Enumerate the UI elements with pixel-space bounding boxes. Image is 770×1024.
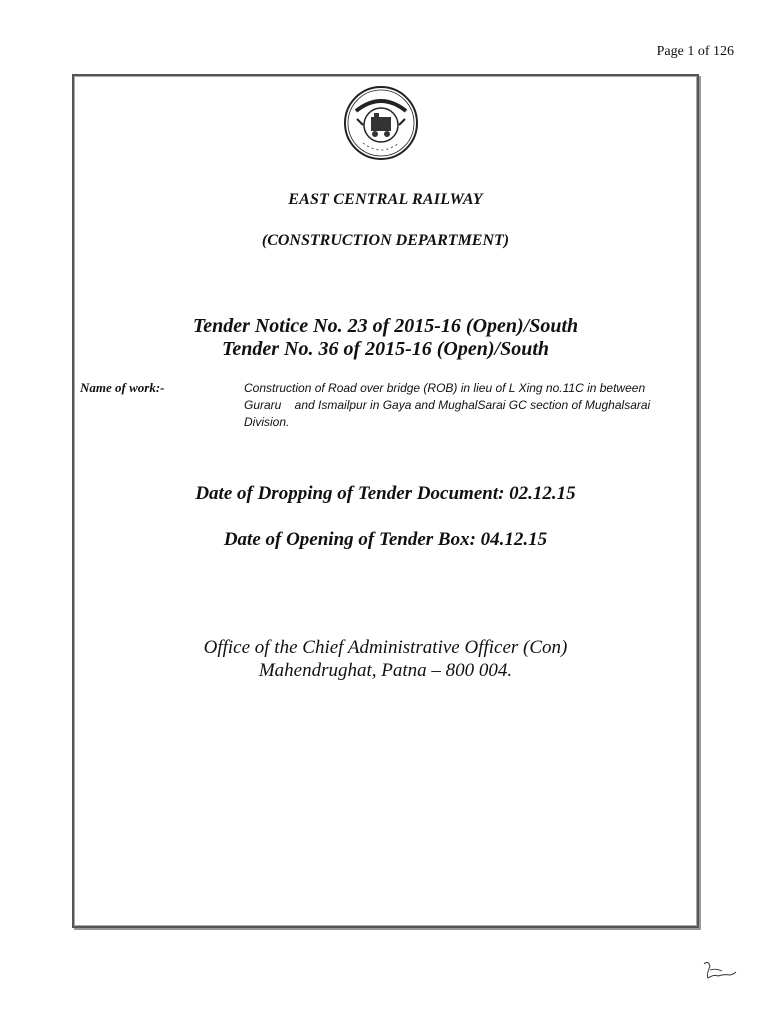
opening-date: Date of Opening of Tender Box: 04.12.15 [223, 529, 548, 550]
work-line: Construction of Road over bridge (ROB) in lieu of L Xing no.11C in between [244, 381, 646, 395]
page-number: Page 1 of 126 [656, 44, 734, 59]
work-label: Name of work:- [80, 380, 165, 395]
tender-number: Tender No. 36 of 2015-16 (Open)/South [221, 338, 550, 360]
work-description [244, 380, 684, 431]
work-line: Division. [244, 415, 290, 429]
office-line-2: Mahendrughat, Patna – 800 004. [258, 660, 513, 681]
department-name: (CONSTRUCTION DEPARTMENT) [261, 232, 510, 249]
tender-notice-number: Tender Notice No. 23 of 2015-16 (Open)/South [192, 315, 579, 337]
handwritten-signature-icon [700, 958, 738, 982]
dropping-date: Date of Dropping of Tender Document: 02.12.15 [195, 483, 576, 504]
work-line: Guraru and Ismailpur in Gaya and MughalSarai GC section of Mughalsarai [244, 398, 651, 412]
organization-name: EAST CENTRAL RAILWAY [288, 191, 483, 208]
indian-railways-emblem-icon [343, 85, 419, 161]
office-line-1: Office of the Chief Administrative Officer (Con) [203, 637, 568, 658]
